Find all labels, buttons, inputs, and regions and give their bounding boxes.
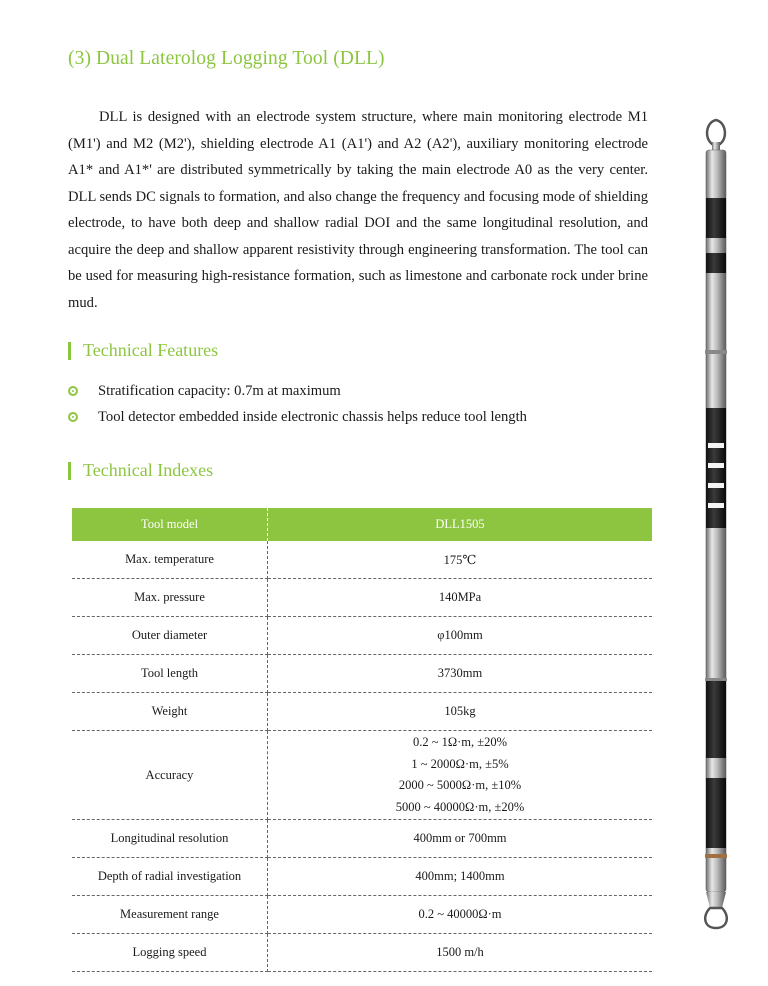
row-value: 140MPa: [268, 579, 653, 617]
row-label: Logging speed: [72, 934, 268, 972]
feature-item: [68, 378, 527, 404]
feature-list: [68, 378, 527, 430]
feature-item: [68, 404, 527, 430]
spec-table: [72, 508, 652, 972]
row-value: 0.2 ~ 40000Ω·m: [268, 896, 653, 934]
row-label: Measurement range: [72, 896, 268, 934]
table-row: [72, 617, 652, 655]
row-value: φ100mm: [268, 617, 653, 655]
features-heading-text: Technical Features: [83, 340, 219, 360]
indexes-heading: [68, 460, 213, 481]
row-label: Outer diameter: [72, 617, 268, 655]
row-label: Longitudinal resolution: [72, 820, 268, 858]
row-label: Depth of radial investigation: [72, 858, 268, 896]
table-row: [72, 858, 652, 896]
row-value: 1500 m/h: [268, 934, 653, 972]
accuracy-line: 1 ~ 2000Ω·m, ±5%: [411, 756, 509, 771]
table-row: [72, 896, 652, 934]
table-row: [72, 655, 652, 693]
row-label: Max. pressure: [72, 579, 268, 617]
header-cell-model-label: Tool model: [72, 508, 268, 541]
row-value: 3730mm: [268, 655, 653, 693]
table-row: [72, 820, 652, 858]
header-cell-model-value: DLL1505: [268, 508, 653, 541]
circle-bullet-icon: [68, 386, 78, 396]
page-title: (3) Dual Laterolog Logging Tool (DLL): [68, 48, 385, 69]
logging-tool-image: [698, 118, 734, 930]
intro-paragraph: DLL is designed with an electrode system structure, where main monitoring electrode M1 (M1') and M2 (M2'), shielding electrode A1 (A1') and A2 (A2'), auxiliary monitoring electrode A1* and A1*' are distributed symmetrically by taking the main electrode A0 as the very center. DLL sends DC signals to formation, and also change the frequency and focusing mode of shielding electrode, to have both deep and shallow radial DOI and the same longitudinal resolution, and acquire the deep and shallow apparent resistivity through engineering transformation. The tool can be used for measuring high-resistance formation, such as limestone and carbonate rock under brine mud.: [68, 109, 648, 311]
row-value-multiline: [268, 731, 653, 820]
row-label: Accuracy: [72, 731, 268, 820]
accuracy-line: 2000 ~ 5000Ω·m, ±10%: [398, 778, 522, 792]
table-row: [72, 731, 652, 820]
circle-bullet-icon: [68, 412, 78, 422]
row-value: 400mm or 700mm: [268, 820, 653, 858]
table-row: [72, 541, 652, 579]
feature-text: Stratification capacity: 0.7m at maximum: [98, 382, 341, 399]
indexes-heading-text: Technical Indexes: [83, 460, 214, 480]
table-header-row: [72, 508, 652, 541]
accuracy-line: 5000 ~ 40000Ω·m, ±20%: [395, 799, 525, 814]
table-row: [72, 693, 652, 731]
row-value: 175℃: [268, 541, 653, 579]
heading-bar: [68, 462, 71, 480]
row-label: Max. temperature: [72, 541, 268, 579]
table-row: [72, 579, 652, 617]
row-value: 400mm; 1400mm: [268, 858, 653, 896]
features-heading: [68, 340, 218, 361]
feature-text: Tool detector embedded inside electronic chassis helps reduce tool length: [98, 408, 527, 425]
row-label: Weight: [72, 693, 268, 731]
row-label: Tool length: [72, 655, 268, 693]
accuracy-line: 0.2 ~ 1Ω·m, ±20%: [412, 735, 508, 749]
table-row: [72, 934, 652, 972]
row-value: 105kg: [268, 693, 653, 731]
heading-bar: [68, 342, 71, 360]
